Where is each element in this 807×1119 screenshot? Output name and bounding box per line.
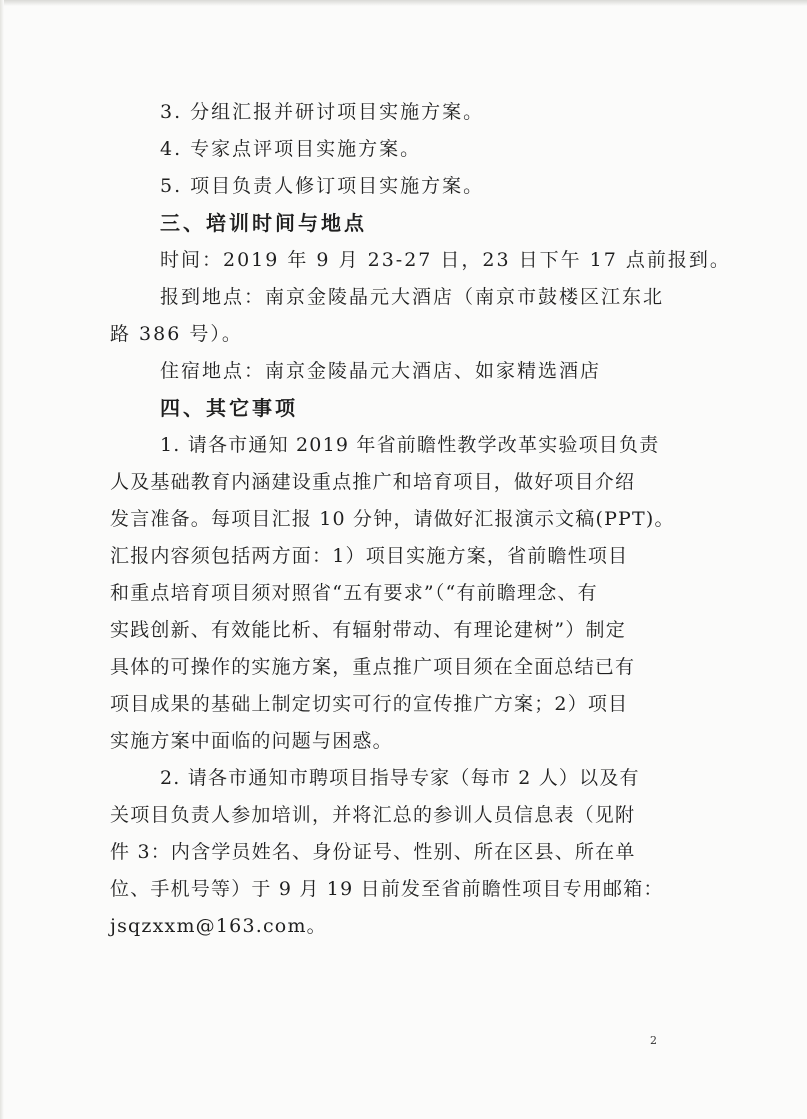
scan-edge-top bbox=[0, 0, 807, 6]
training-time: 时间：2019 年 9 月 23-27 日，23 日下午 17 点前报到。 bbox=[160, 249, 731, 271]
page-number: 2 bbox=[650, 1034, 657, 1047]
lodging-location: 住宿地点：南京金陵晶元大酒店、如家精选酒店 bbox=[160, 360, 602, 382]
item1-line-8: 项目成果的基础上制定切实可行的宣传推广方案；2）项目 bbox=[110, 693, 629, 715]
item1-line-9: 实施方案中面临的问题与困惑。 bbox=[110, 730, 393, 752]
list-item-5: 5. 项目负责人修订项目实施方案。 bbox=[160, 175, 485, 197]
item1-line-6: 实践创新、有效能比析、有辐射带动、有理论建树”）制定 bbox=[110, 619, 626, 641]
report-location-line-2: 路 386 号）。 bbox=[110, 323, 243, 345]
item2-line-3: 件 3：内含学员姓名、身份证号、性别、所在区县、所在单 bbox=[110, 841, 636, 863]
list-item-3: 3. 分组汇报并研讨项目实施方案。 bbox=[160, 101, 485, 123]
list-item-4: 4. 专家点评项目实施方案。 bbox=[160, 138, 422, 160]
item1-line-7: 具体的可操作的实施方案，重点推广项目须在全面总结已有 bbox=[110, 656, 636, 678]
item1-line-5: 和重点培育项目须对照省“五有要求”（“有前瞻理念、有 bbox=[110, 582, 598, 604]
item2-line-1: 2. 请各市通知市聘项目指导专家（每市 2 人）以及有 bbox=[160, 767, 640, 789]
section-heading-other-matters: 四、其它事项 bbox=[160, 396, 298, 420]
item2-line-5-email: jsqzxxm@163.com。 bbox=[110, 915, 327, 937]
scan-edge-left bbox=[0, 0, 4, 1119]
item1-line-1: 1. 请各市通知 2019 年省前瞻性教学改革实验项目负责 bbox=[160, 434, 660, 456]
section-heading-time-location: 三、培训时间与地点 bbox=[160, 211, 367, 235]
item1-line-3: 发言准备。每项目汇报 10 分钟，请做好汇报演示文稿(PPT)。 bbox=[110, 508, 675, 530]
item2-line-2: 关项目负责人参加培训，并将汇总的参训人员信息表（见附 bbox=[110, 804, 636, 826]
item1-line-2: 人及基础教育内涵建设重点推广和培育项目，做好项目介绍 bbox=[110, 471, 636, 493]
item1-line-4: 汇报内容须包括两方面：1）项目实施方案，省前瞻性项目 bbox=[110, 545, 629, 567]
item2-line-4: 位、手机号等）于 9 月 19 日前发至省前瞻性项目专用邮箱： bbox=[110, 878, 664, 900]
report-location-line-1: 报到地点：南京金陵晶元大酒店（南京市鼓楼区江东北 bbox=[160, 286, 665, 308]
